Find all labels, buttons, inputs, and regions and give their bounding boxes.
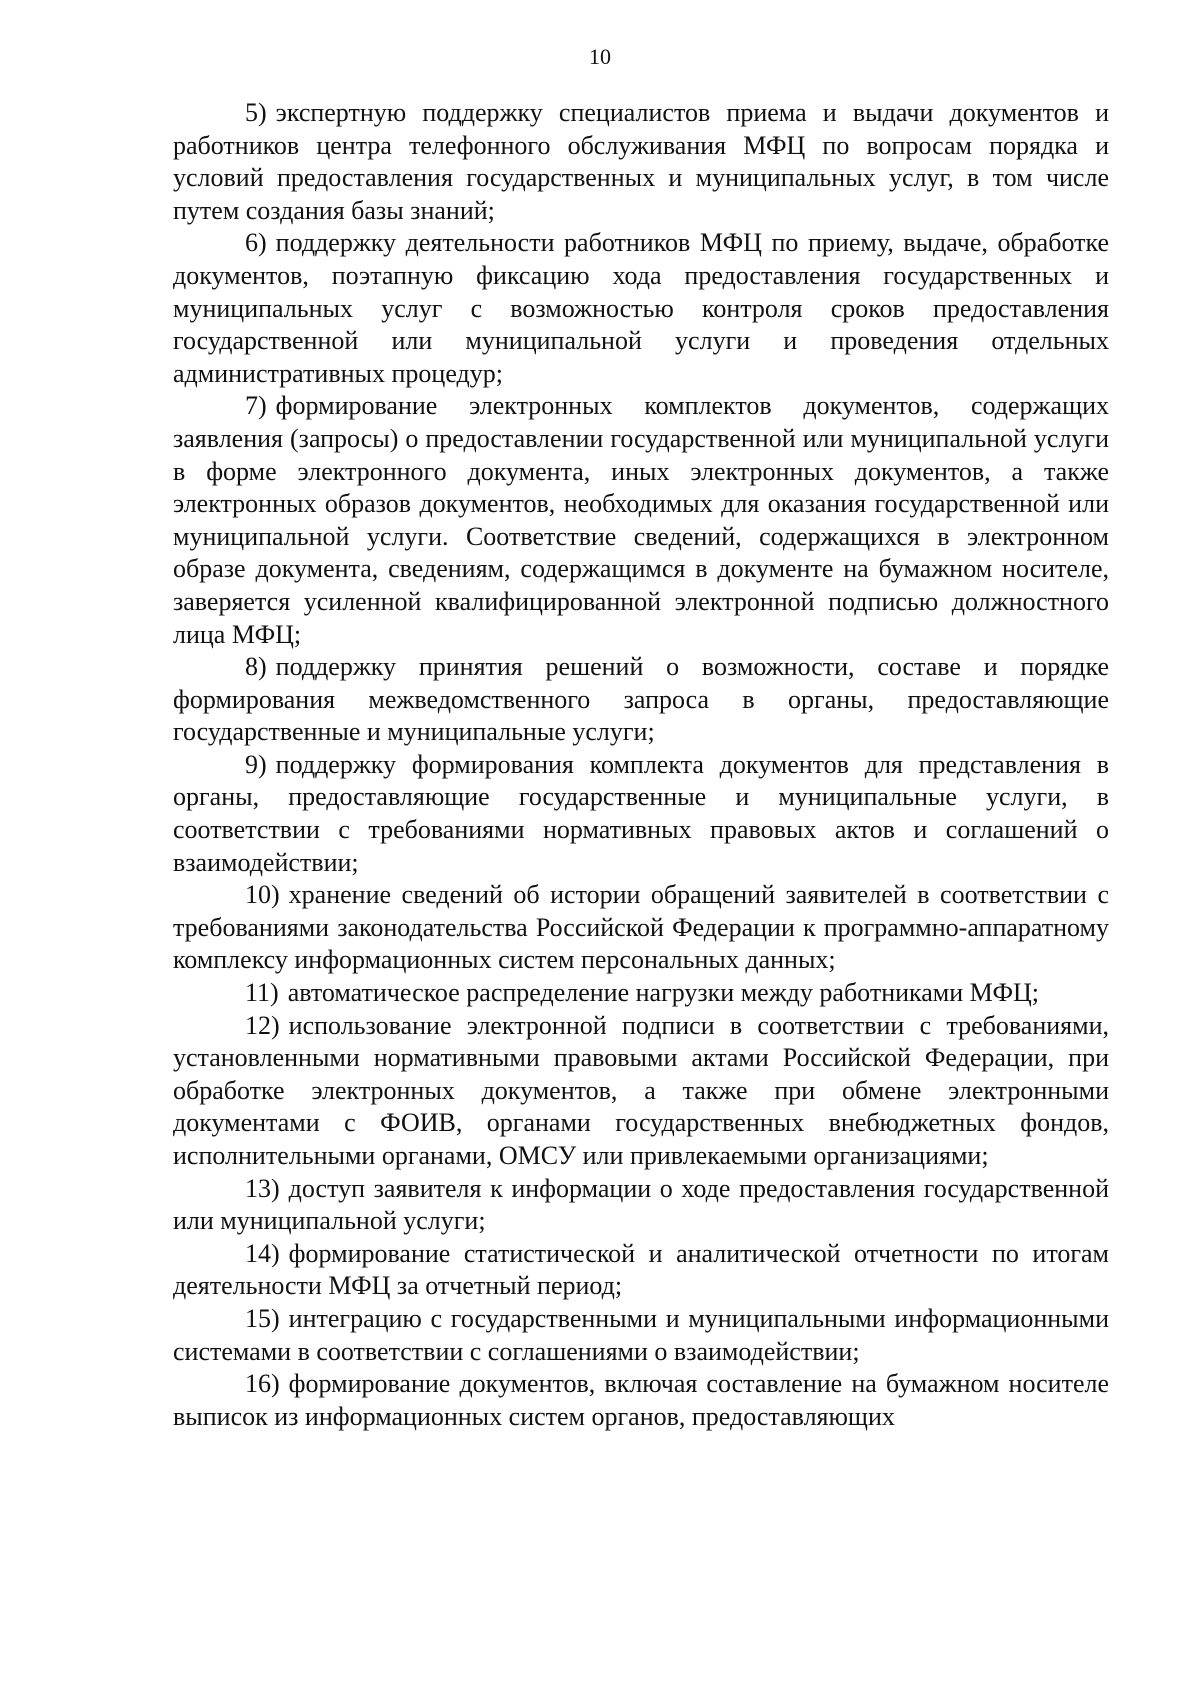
- list-item: [173, 1238, 1109, 1303]
- item-number: 13): [245, 1173, 280, 1203]
- item-number: 8): [245, 652, 267, 682]
- item-number: 10): [245, 880, 280, 910]
- item-text: формирование электронных комплектов документов, содержащих заявления (запросы) о предоставлении государственной или муниципальной услуги в форме электронного документа, иных электронных документов, а также электронных образов документов, необходимых для оказания государственной или муниципальной услуги. Соответствие сведений, содержащихся в электронном образе документа, сведениям, содержащимся в документе на бумажном носителе, заверяется усиленной квалифицированной электронной подписью должностного лица МФЦ;: [173, 391, 1109, 649]
- item-number: 12): [245, 1010, 280, 1040]
- list-item: [173, 1368, 1109, 1433]
- list-item: [173, 1010, 1109, 1173]
- item-text: экспертную поддержку специалистов приема и выдачи документов и работников центра телефонного обслуживания МФЦ по вопросам порядка и условий предоставления государственных и муниципальных услуг, в том числе путем создания базы знаний;: [173, 98, 1109, 225]
- item-number: 11): [245, 978, 279, 1008]
- list-item: [173, 977, 1109, 1010]
- list-item: [173, 390, 1109, 651]
- item-number: 6): [245, 228, 267, 258]
- item-number: 5): [245, 98, 267, 127]
- list-item: [173, 749, 1109, 879]
- item-text: формирование документов, включая составление на бумажном носителе выписок из информационных систем органов, предоставляющих: [173, 1369, 1109, 1431]
- page-number: 10: [589, 44, 611, 69]
- item-text: поддержку принятия решений о возможности, составе и порядке формирования межведомственного запроса в органы, предоставляющие государственные и муниципальные услуги;: [173, 652, 1109, 747]
- item-number: 9): [245, 749, 267, 779]
- list-item: [173, 651, 1109, 749]
- item-number: 16): [245, 1369, 280, 1399]
- list-item: [173, 97, 1109, 227]
- item-number: 7): [245, 391, 267, 421]
- list-item: [173, 227, 1109, 390]
- item-text: формирование статистической и аналитической отчетности по итогам деятельности МФЦ за отчетный период;: [173, 1238, 1109, 1301]
- document-body: [173, 97, 1109, 1433]
- item-text: автоматическое распределение нагрузки между работниками МФЦ;: [287, 978, 1039, 1008]
- item-text: доступ заявителя к информации о ходе предоставления государственной или муниципальной услуги;: [173, 1173, 1109, 1236]
- list-item: [173, 879, 1109, 977]
- item-text: интеграцию с государственными и муниципальными информационными системами в соответствии с соглашениями о взаимодействии;: [173, 1303, 1109, 1366]
- list-item: [173, 1173, 1109, 1238]
- item-text: поддержку деятельности работников МФЦ по приему, выдаче, обработке документов, поэтапную фиксацию хода предоставления государственных и муниципальных услуг с возможностью контроля сроков предоставления государственной или муниципальной услуги и проведения отдельных административных процедур;: [173, 228, 1109, 388]
- item-text: поддержку формирования комплекта документов для представления в органы, предоставляющие государственные и муниципальные услуги, в соответствии с требованиями нормативных правовых актов и соглашений о взаимодействии;: [173, 749, 1109, 877]
- item-text: хранение сведений об истории обращений заявителей в соответствии с требованиями законодательства Российской Федерации к программно-аппаратному комплексу информационных систем персональных данных;: [173, 880, 1109, 975]
- list-item: [173, 1303, 1109, 1368]
- item-number: 15): [245, 1303, 280, 1333]
- item-text: использование электронной подписи в соответствии с требованиями, установленными нормативными правовыми актами Российской Федерации, при обработке электронных документов, а также при обмене электронными документами с ФОИВ, органами государственных внебюджетных фондов, исполнительными органами, ОМСУ или привлекаемыми организациями;: [173, 1010, 1109, 1170]
- item-number: 14): [245, 1238, 280, 1268]
